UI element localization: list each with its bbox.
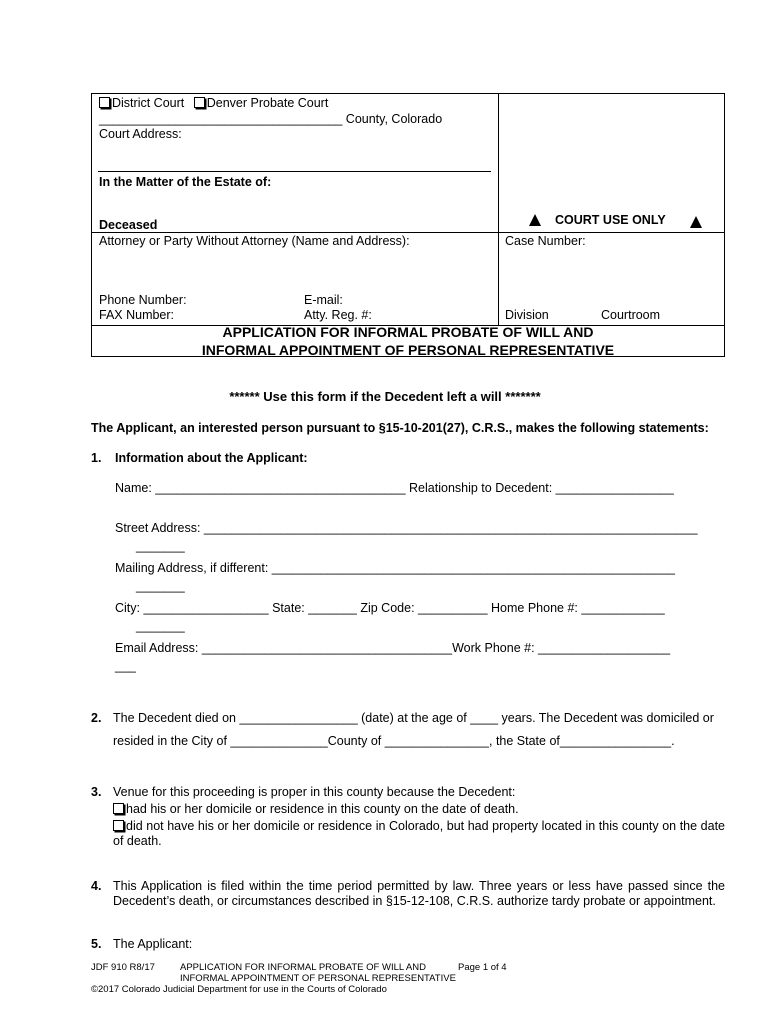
county-line[interactable]: ___________________________________ County, Colorado: [99, 112, 443, 126]
email-line-wrap[interactable]: ___: [115, 659, 136, 673]
applicant-name-field[interactable]: Name: ____________________________________ Relationship to Decedent: _________________: [115, 481, 674, 495]
denver-probate-checkbox[interactable]: [194, 96, 329, 110]
intro-statement: The Applicant, an interested person pursuant to §15-10-201(27), C.R.S., makes the following statements:: [91, 421, 709, 435]
section-1-number: 1.: [91, 451, 102, 465]
section-1-title: Information about the Applicant:: [115, 451, 308, 465]
estate-name-line: [98, 171, 491, 172]
venue-property-checkbox[interactable]: [113, 820, 124, 831]
mailing-address-wrap[interactable]: _______: [136, 579, 185, 593]
venue-property-label: did not have his or her domicile or residence in Colorado, but had property located in this county on the date of death.: [113, 819, 725, 848]
up-arrow-icon: [690, 216, 702, 231]
mailing-address-field[interactable]: Mailing Address, if different: __________________________________________________________: [115, 561, 676, 575]
email-work-phone-field[interactable]: Email Address: ____________________________________Work Phone #: ___________________: [115, 641, 671, 655]
district-court-label: District Court: [112, 96, 185, 110]
denver-probate-label: Denver Probate Court: [206, 96, 329, 110]
section-3-number: 3.: [91, 785, 102, 799]
domicile-location-field[interactable]: resided in the City of ______________County of _______________, the State of________________.: [113, 734, 675, 748]
footer-form-id: JDF 910 R8/17: [91, 962, 155, 973]
attorney-label: Attorney or Party Without Attorney (Name and Address):: [99, 234, 410, 248]
court-address-label: Court Address:: [99, 127, 182, 141]
venue-option-property[interactable]: [113, 819, 725, 849]
city-state-zip-phone-field[interactable]: City: __________________ State: _______ Zip Code: __________ Home Phone #: ____________: [115, 601, 665, 615]
timeliness-statement: This Application is filed within the time period permitted by law. Three years or less have passed since the Decedent’s death, or circumstances described in §15-12-108, C.R.S. authorize tardy probate or appointment.: [113, 879, 725, 908]
division-label: Division: [505, 308, 549, 322]
courtroom-label: Courtroom: [601, 308, 661, 322]
venue-domicile-label: had his or her domicile or residence in this county on the date of death.: [126, 802, 519, 816]
footer-page-number: Page 1 of 4: [458, 962, 507, 973]
deceased-label: Deceased: [99, 218, 158, 232]
venue-statement: Venue for this proceeding is proper in this county because the Decedent:: [113, 785, 516, 799]
section-5-number: 5.: [91, 937, 102, 951]
email-label: E-mail:: [304, 293, 343, 307]
section-4-number: 4.: [91, 879, 102, 893]
death-date-age-field[interactable]: The Decedent died on _________________ (date) at the age of ____ years. The Decedent was domiciled or: [113, 711, 714, 725]
district-court-checkbox[interactable]: [99, 96, 184, 110]
form-title-line1: APPLICATION FOR INFORMAL PROBATE OF WILL AND: [222, 324, 594, 340]
atty-reg-label: Atty. Reg. #:: [304, 308, 372, 322]
court-use-only-label: COURT USE ONLY: [555, 213, 666, 227]
street-address-wrap[interactable]: _______: [136, 539, 185, 553]
caption-divider-row1: [91, 232, 725, 233]
caption-divider-vertical: [498, 93, 499, 325]
section-2-number: 2.: [91, 711, 102, 725]
venue-option-domicile[interactable]: [113, 802, 519, 816]
street-address-field[interactable]: Street Address: _______________________________________________________________________: [115, 521, 698, 535]
footer-title-line1: APPLICATION FOR INFORMAL PROBATE OF WILL AND: [180, 962, 426, 973]
venue-domicile-checkbox[interactable]: [113, 803, 124, 814]
footer-title-line2: INFORMAL APPOINTMENT OF PERSONAL REPRESENTATIVE: [180, 973, 456, 984]
case-number-label: Case Number:: [505, 234, 586, 248]
up-arrow-icon: [529, 214, 541, 229]
footer-copyright: ©2017 Colorado Judicial Department for use in the Courts of Colorado: [91, 984, 387, 995]
section-5-applicant: The Applicant:: [113, 937, 193, 951]
fax-label: FAX Number:: [99, 308, 175, 322]
city-line-wrap[interactable]: _______: [136, 619, 185, 633]
form-title-line2: INFORMAL APPOINTMENT OF PERSONAL REPRESENTATIVE: [201, 342, 615, 358]
estate-of-label: In the Matter of the Estate of:: [99, 175, 272, 189]
use-form-note: ****** Use this form if the Decedent left a will *******: [229, 389, 541, 404]
court-type-options: [99, 96, 328, 110]
phone-label: Phone Number:: [99, 293, 187, 307]
